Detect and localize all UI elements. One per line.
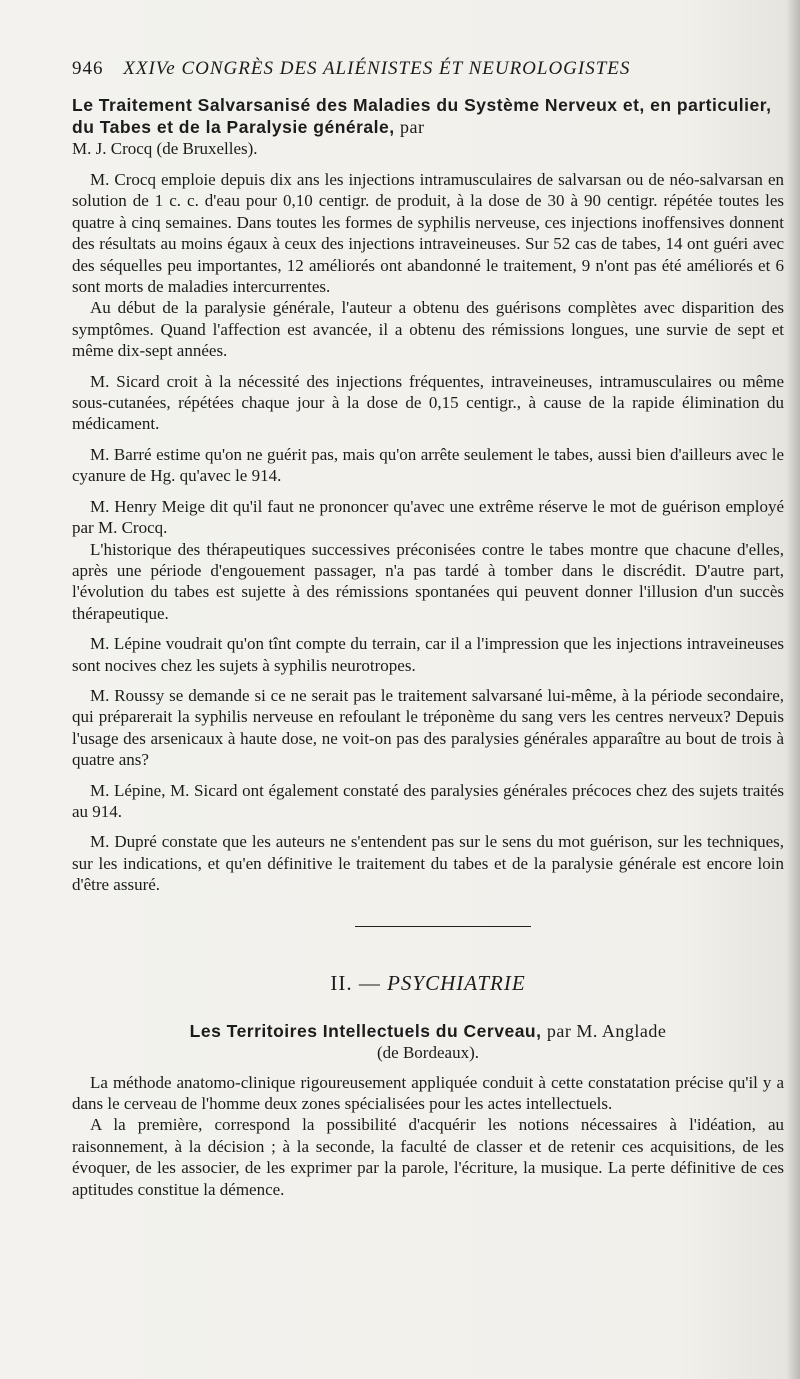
running-header (72, 58, 784, 80)
article1-paragraph-8: M. Roussy se demande si ce ne serait pas le traitement salvarsané lui-même, à la période secondaire, qui préparerait la syphilis nerveuse en refoulant le tréponème du sang vers les centres nerveux? Depuis l'usage des arsenicaux à haute dose, ne voit-on pas des paralysies générales apparaître au bout de trois à quatre ans? (72, 685, 784, 770)
section-divider (355, 926, 531, 927)
article1-paragraph-9: M. Lépine, M. Sicard ont également constaté des paralysies générales précoces chez des sujets traités au 914. (72, 780, 784, 821)
article2-byline: (de Bordeaux). (377, 1042, 479, 1062)
article1-paragraph-4: M. Barré estime qu'on ne guérit pas, mais qu'on arrête seulement le tabes, aussi bien d'ailleurs avec le cyanure de Hg. qu'avec le 914. (72, 444, 784, 486)
article2-title-text: Les Territoires Intellectuels du Cerveau, (189, 1020, 542, 1041)
article1-paragraph-10: M. Dupré constate que les auteurs ne s'entendent pas sur le sens du mot guérison, sur les techniques, sur les indications, et qu'en définitive le traitement du tabes et de la paralysie générale est encore loin d'être assuré. (72, 832, 784, 895)
section-numeral: II. (330, 970, 353, 995)
article2-paragraph-2: A la première, correspond la possibilité d'acquérir les notions nécessaires à l'idéation, au raisonnement, à la décision ; à la seconde, la faculté de classer et de retenir ces acquisitions, de les évoquer, de les associer, de les exprimer par la parole, l'écriture, la musique. La perte définitive de ces aptitudes constitue la démence. (72, 1115, 784, 1199)
page-edge-shadow (786, 0, 800, 1379)
article1-paragraph-3: M. Sicard croit à la nécessité des injections fréquentes, intraveineuses, intramusculaires ou même sous-cutanées, répétées chaque jour à la dose de 0,15 centigr., à cause de la rapide élimination du médicament. (72, 371, 784, 434)
article2-title (72, 1020, 784, 1042)
article1-paragraph-1: M. Crocq emploie depuis dix ans les injections intramusculaires de salvarsan ou de néo-salvarsan en solution de 1 c. c. d'eau pour 0,10 centigr. de produit, à la dose de 30 à 90 centigr. répétée toutes les quatre à cinq semaines. Dans toutes les formes de syphilis nerveuse, ces injections inoffensives donnent des résultats au moins égaux à ceux des injections intraveineuses. Sur 52 cas de tabes, 14 ont guéri avec des séquelles peu importantes, 12 améliorés ont abandonné le traitement, 9 n'ont pas été améliorés et 6 sont morts de maladies intercurrentes. (72, 170, 784, 297)
article1-paragraph-5: M. Henry Meige dit qu'il faut ne prononcer qu'avec une extrême réserve le mot de guérison employé par M. Crocq. (72, 496, 784, 538)
section-title: PSYCHIATRIE (387, 970, 526, 995)
section-dash: — (358, 970, 381, 995)
page-content (72, 58, 784, 1200)
running-title: XXIVe CONGRÈS DES ALIÉNISTES ÉT NEUROLOGISTES (123, 58, 631, 79)
article1-byline: M. J. Crocq (de Bruxelles). (72, 139, 258, 158)
section-heading (72, 971, 784, 996)
article1-title-text: Le Traitement Salvarsanisé des Maladies du Système Nerveux et, en particulier, du Tabes et de la Paralysie générale, (72, 95, 772, 137)
article1-title-par: par (400, 117, 425, 137)
article1-paragraph-6: L'historique des thérapeutiques successives préconisées contre le tabes montre que chacune d'elles, après une période d'engouement passager, n'a pas tardé à tomber dans le discrédit. D'autre part, l'évolution du tabes est sujette à des rémissions spontanées qui peuvent donner l'illusion d'un succès thérapeutique. (72, 539, 784, 623)
article2-title-par: par M. Anglade (546, 1020, 667, 1041)
article1-title (72, 94, 784, 138)
page-number: 946 (72, 58, 104, 79)
article1-paragraph-7: M. Lépine voudrait qu'on tînt compte du terrain, car il a l'impression que les injections intraveineuses sont nocives chez les sujets à syphilis neurotropes. (72, 634, 784, 675)
article2-paragraph-1: La méthode anatomo-clinique rigoureusement appliquée conduit à cette constatation précise qu'il y a dans le cerveau de l'homme deux zones spécialisées pour les actes intellectuels. (72, 1072, 784, 1113)
article1-paragraph-2: Au début de la paralysie générale, l'auteur a obtenu des guérisons complètes avec disparition des symptômes. Quand l'affection est avancée, il a obtenu des rémissions longues, une survie de sept et même dix-sept années. (72, 298, 784, 361)
